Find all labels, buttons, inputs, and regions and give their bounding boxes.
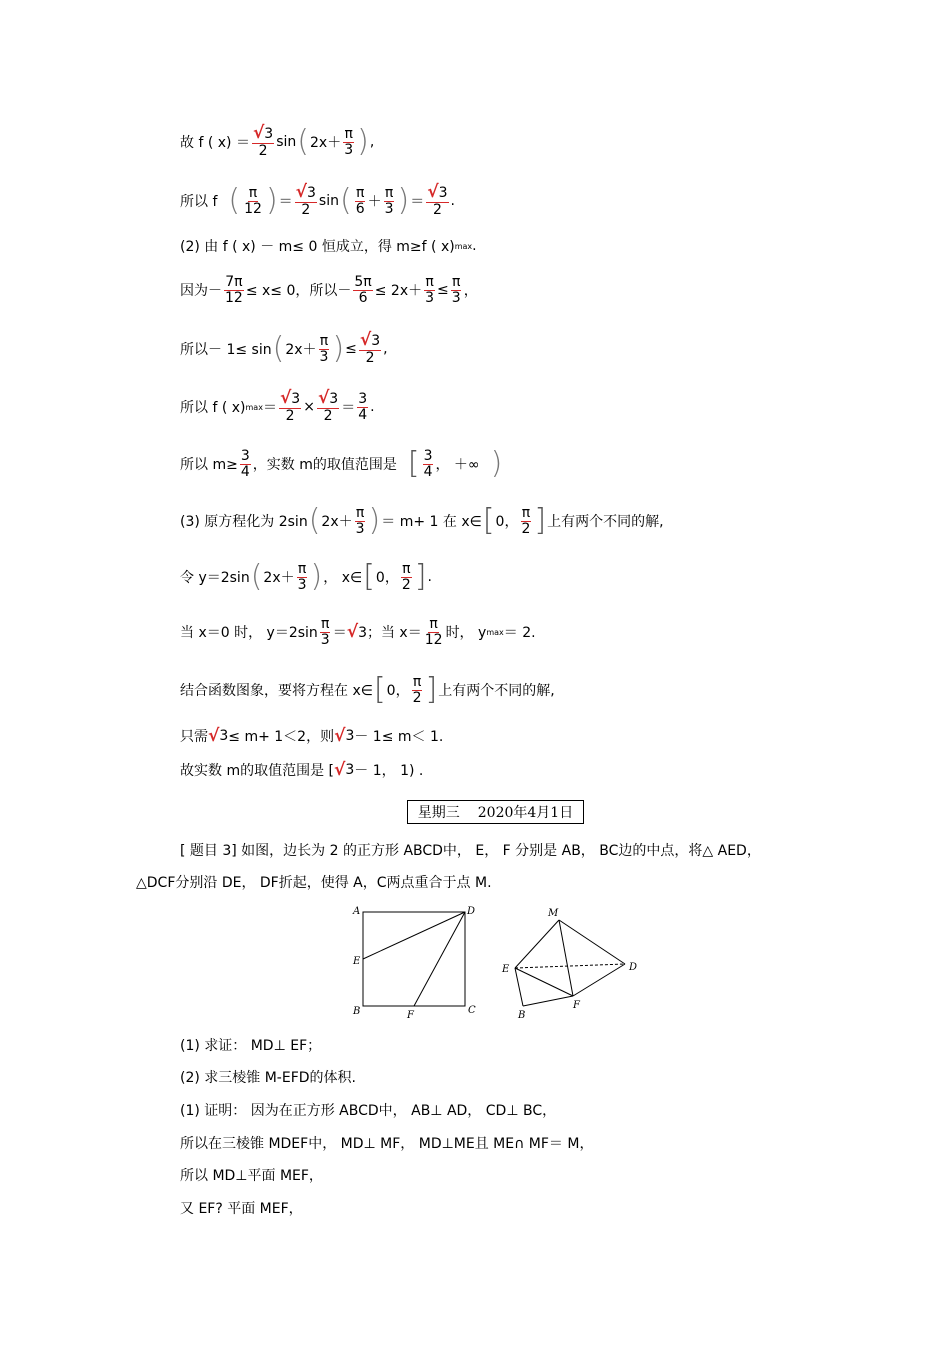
label-m: M [548,908,559,919]
pyramid-diagram [495,900,645,1022]
sqrt-icon: √ [317,388,330,409]
fraction: $\frac{\pi}{3}$ [320,615,330,648]
line-12: 只需 √ 3 ≤ m+ 1＜2，则 √ 3 － 1≤ m＜ 1. [180,726,444,746]
question-1: (1) 求证： MD⊥ EF； [180,1038,322,1054]
line-11: 结合函数图象，要将方程在 x∈ [ 0， $\frac{\pi}{2}$ ] 上有两个不同的解, [180,672,555,707]
sqrt-icon: √ [359,330,372,351]
left-bracket-icon: [ [407,446,420,481]
fraction: $\frac{3}{4}$ [240,447,250,480]
date-header-box [407,800,584,824]
right-paren-icon: ) [332,331,345,366]
sqrt-icon: √ [252,123,265,144]
sqrt-icon: √ [208,726,220,746]
square-figure [345,900,485,1026]
fraction: $\frac{√3}{2}$ [359,330,381,367]
fraction: $\frac{\pi}{2}$ [521,504,531,537]
right-paren-icon: ) [368,503,381,538]
pyramid-figure [495,900,645,1026]
left-bracket-icon: [ [482,503,495,538]
right-bracket-icon: ] [425,672,438,707]
fraction: $\frac{\pi}{6}$ [355,184,365,217]
left-bracket-icon: [ [363,559,375,594]
line-10: 当 x＝0 时， y＝2sin $\frac{\pi}{3}$ ＝ √3 ；当 x＝ $\frac{\pi}{12}$ 时， y max ＝ 2. [180,615,536,648]
label-b: B [518,1010,526,1021]
label-d: D [629,962,638,973]
solution-line-1: (1) 证明： 因为在正方形 ABCD中， AB⊥ AD， CD⊥ BC， [180,1103,557,1119]
weekday-label: 星期三 [417,805,460,821]
label-b: B [353,1006,361,1017]
fraction: $\frac{\pi}{12}$ [244,184,262,217]
left-paren-icon: ( [228,183,241,218]
sqrt-icon: √ [295,182,307,203]
label-d: D [467,906,476,917]
sqrt-icon: √ [334,760,346,780]
line-9: 令 y＝2sin ( 2x＋ $\frac{\pi}{3}$ ) ， x∈ [ 0， $\frac{\pi}{2}$ ] . [180,559,432,594]
fraction: $\frac{\pi}{3}$ [451,273,461,306]
line-8: (3) 原方程化为 2sin ( 2x＋ $\frac{\pi}{3}$ ) ＝ m+ 1 在 x∈ [ 0， $\frac{\pi}{2}$ ] 上有两个不同的解, [180,503,664,538]
solution-line-3: 所以 MD⊥平面 MEF， [180,1168,323,1184]
sqrt-icon: √ [346,622,359,642]
right-paren-icon: ) [490,446,503,481]
fraction: $\frac{7\pi}{12}$ [225,273,243,306]
line-13: 故实数 m的取值范围是 [ √ 3 － 1， 1) . [180,760,424,780]
fraction: $\frac{\pi}{3}$ [384,184,394,217]
fraction: $\frac{√3}{2}$ [295,182,316,219]
fraction: $\frac{√3}{2}$ [427,182,448,219]
label-a: A [353,906,361,917]
fraction: $\frac{5\pi}{6}$ [354,273,372,306]
line-1: 故 f ( x) ＝ $\frac{√3}{2}$ sin ( 2x＋ $\frac{\pi}{3}$ ) , [180,123,375,160]
label-e: E [353,956,361,967]
label-f: F [407,1010,414,1021]
right-paren-icon: ) [397,183,410,218]
right-paren-icon: ) [357,124,369,159]
fraction: $\frac{\pi}{12}$ [424,615,443,648]
sqrt-icon: √ [334,726,346,746]
left-bracket-icon: [ [373,672,386,707]
problem-line-1: [ 题目 3] 如图，边长为 2 的正方形 ABCD中， E， F 分别是 AB， BC边的中点，将△ AED， [180,843,761,859]
line-6: 所以 f ( x) max ＝ $\frac{√3}{2}$ × $\frac{√3}{2}$ ＝ $\frac{3}{4}$ . [180,388,375,425]
fraction: $\frac{3}{4}$ [358,390,368,423]
date-label: 2020年4月1日 [477,805,574,821]
square-diagram [345,900,485,1022]
label-f: F [573,1000,580,1011]
fraction: $\frac{\pi}{3}$ [425,273,435,306]
line-3: (2) 由 f ( x) － m≤ 0 恒成立，得 m≥f ( x) max . [180,238,477,255]
right-bracket-icon: ] [414,559,427,594]
fraction: $\frac{\pi}{3}$ [355,504,365,537]
label-c: C [468,1005,476,1016]
fraction: $\frac{\pi}{2}$ [401,560,411,593]
line-2: 所以 f ( $\frac{\pi}{12}$ ) ＝ $\frac{√3}{2}$ sin ( $\frac{\pi}{6}$ ＋ $\frac{\pi}{3}$ ) ＝ $\frac{√3}{2}$ . [180,182,455,219]
fraction: $\frac{√3}{2}$ [252,123,274,160]
fraction: $\frac{\pi}{3}$ [319,332,329,365]
problem-line-2: △DCF分别沿 DE， DF折起，使得 A，C两点重合于点 M. [136,875,492,891]
question-2: (2) 求三棱锥 M-EFD的体积. [180,1070,356,1086]
sqrt-icon: √ [279,388,292,409]
right-paren-icon: ) [310,559,323,594]
right-paren-icon: ) [265,183,278,218]
left-paren-icon: ( [250,559,263,594]
fraction: $\frac{\pi}{3}$ [297,560,307,593]
fraction: $\frac{√3}{2}$ [279,388,301,425]
left-paren-icon: ( [339,183,352,218]
right-bracket-icon: ] [534,503,547,538]
line-7: 所以 m≥ $\frac{3}{4}$ ，实数 m的取值范围是 [ $\frac{3}{4}$ ， ＋∞ ) [180,446,503,481]
line-5: 所以－ 1≤ sin ( 2x＋ $\frac{\pi}{3}$ ) ≤ $\frac{√3}{2}$ , [180,330,388,367]
fraction: $\frac{3}{4}$ [423,447,433,480]
line-4: 因为－ $\frac{7\pi}{12}$ ≤ x≤ 0，所以－ $\frac{5\pi}{6}$ ≤ 2x＋ $\frac{\pi}{3}$ ≤ $\frac{\pi}{3}$ ， [180,273,478,306]
fraction: $\frac{\pi}{2}$ [412,673,422,706]
left-paren-icon: ( [308,503,321,538]
solution-line-2: 所以在三棱锥 MDEF中， MD⊥ MF， MD⊥ME且 ME∩ MF＝ M， [180,1136,594,1152]
solution-line-4: 又 EF? 平面 MEF， [180,1201,303,1217]
label-e: E [502,964,510,975]
fraction: $\frac{\pi}{3}$ [344,125,354,158]
sqrt-icon: √ [427,182,439,203]
fraction: $\frac{√3}{2}$ [317,388,339,425]
left-paren-icon: ( [297,124,309,159]
left-paren-icon: ( [272,331,285,366]
